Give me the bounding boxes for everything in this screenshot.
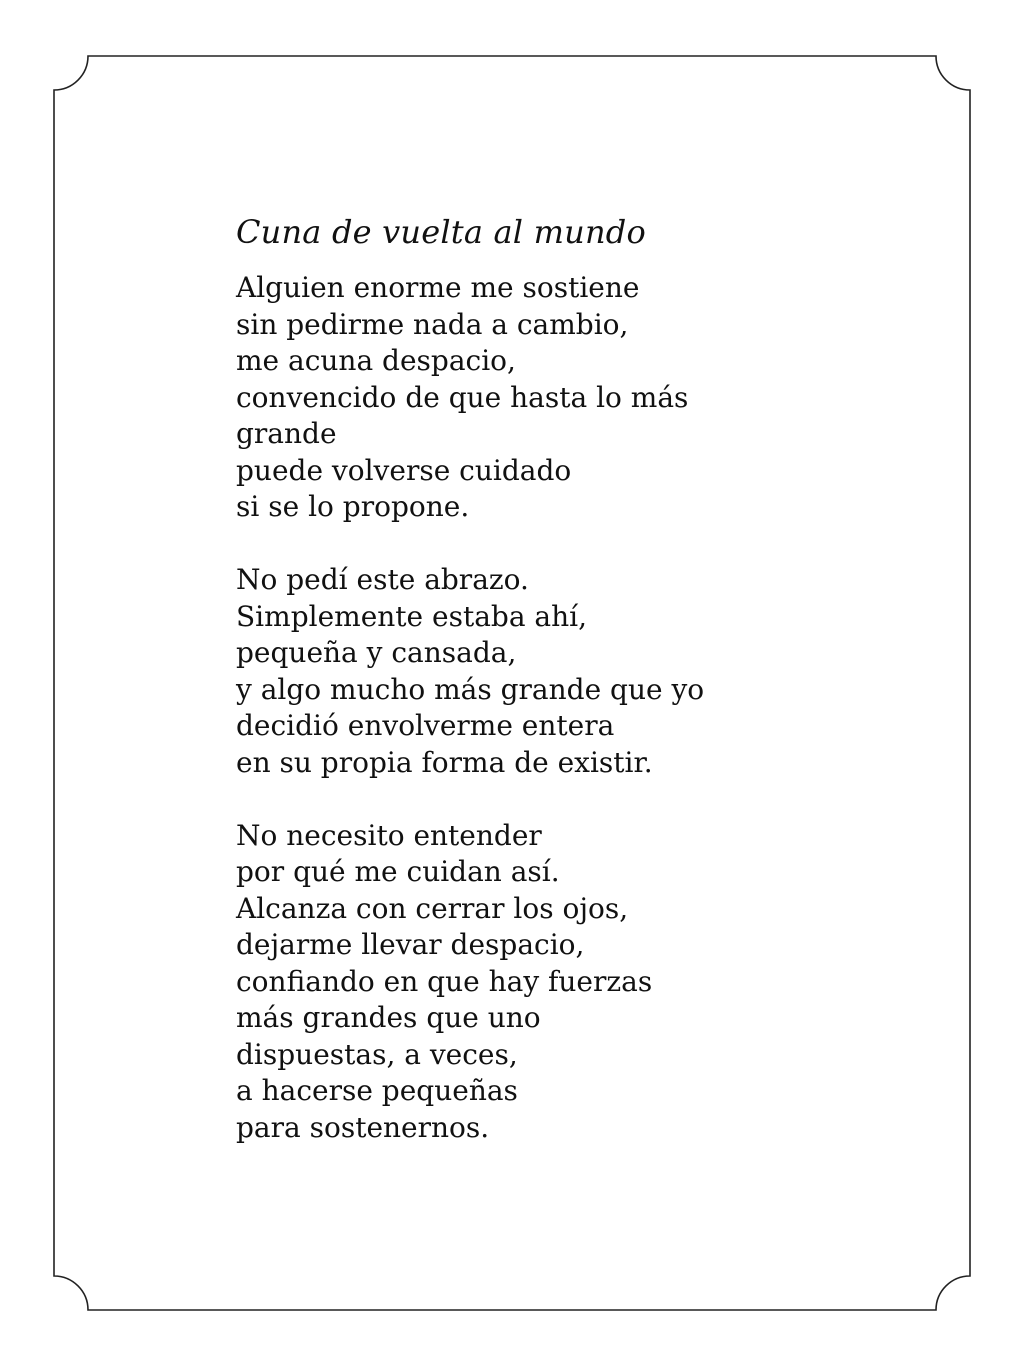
poem-line: decidió envolverme entera [236, 709, 615, 742]
poem-line: Alcanza con cerrar los ojos, [236, 891, 629, 925]
poem-line: me acuna despacio, [236, 344, 516, 377]
poem-line: No necesito entender [236, 818, 542, 852]
poem-line: dejarme llevar despacio, [236, 928, 585, 961]
poem-line: si se lo propone. [236, 490, 470, 523]
poem-line: confiando en que hay fuerzas [236, 964, 653, 998]
poem-line: por qué me cuidan así. [236, 855, 560, 888]
stanza-3 [236, 818, 876, 1147]
poem-line: No pedí este abrazo. [236, 563, 529, 596]
poem-line: Simplemente estaba ahí, [236, 599, 587, 633]
poem-line: a hacerse pequeñas [236, 1074, 518, 1107]
poem-line: grande [236, 417, 337, 450]
poem-title: Cuna de vuelta al mundo [236, 213, 646, 251]
poem-line: más grandes que uno [236, 1001, 541, 1034]
poem-line: dispuestas, a veces, [236, 1037, 518, 1071]
poem-line: y algo mucho más grande que yo [236, 672, 705, 706]
poem [236, 208, 876, 1183]
stanza-2 [236, 562, 876, 781]
poem-line: Alguien enorme me sostiene [236, 271, 640, 304]
poem-line: pequeña y cansada, [236, 636, 517, 669]
stanza-1 [236, 270, 876, 526]
poem-line: puede volverse cuidado [236, 453, 572, 487]
poem-line: para sostenernos. [236, 1110, 490, 1144]
poem-line: sin pedirme nada a cambio, [236, 307, 629, 341]
poem-line: convencido de que hasta lo más [236, 380, 689, 414]
poem-line: en su propia forma de existir. [236, 745, 653, 779]
